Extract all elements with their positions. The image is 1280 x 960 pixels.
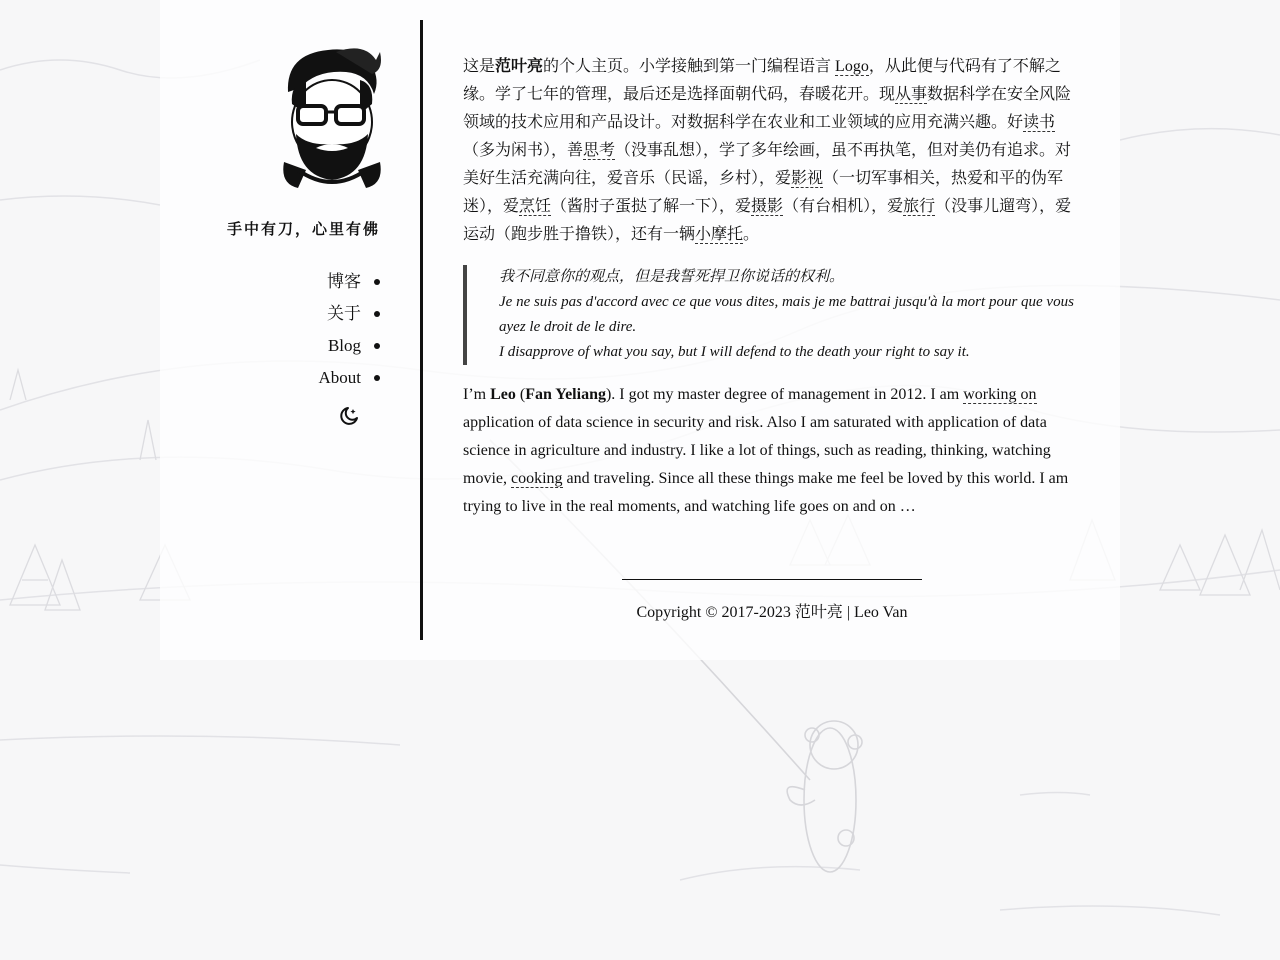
motto: 手中有刀，心里有佛	[226, 222, 380, 238]
author-name: 范叶亮	[495, 58, 544, 75]
link-logo[interactable]: Logo	[835, 58, 869, 75]
link-travel[interactable]: 旅行	[903, 198, 936, 215]
text: I’m	[463, 386, 491, 403]
link-reading[interactable]: 读书	[1023, 114, 1056, 131]
text: ，从此便与代码有了不解之缘。学了七年的管理，最后还是选择面朝代码，春暖花开。现	[463, 58, 1061, 103]
text: （有台相机），爱	[783, 198, 904, 215]
nav-link-blog-cn[interactable]: 博客	[327, 272, 361, 291]
text: and traveling. Since all these things make me feel be loved by this world. I am trying to live in the real moments, and watching life goes on and on …	[463, 470, 1069, 515]
nav-link-blog[interactable]: Blog	[327, 336, 361, 355]
quote-block	[463, 265, 1081, 365]
link-cooking[interactable]: cooking	[511, 470, 563, 487]
link-movie[interactable]: 影视	[791, 170, 824, 187]
text: （没事乱想），学了多年绘画，虽不再执笔，但对美仍有追求。对美好生活充满向往，爱音乐（民谣，乡村），爱	[463, 142, 1072, 187]
bullet-icon	[374, 375, 380, 381]
copyright: Copyright © 2017-2023 范叶亮 | Leo Van	[636, 604, 908, 621]
moon-stars-icon[interactable]	[338, 405, 360, 427]
nav-item-about-cn	[319, 298, 381, 330]
bullet-icon	[374, 311, 380, 317]
bullet-icon	[374, 343, 380, 349]
quote-english: I disapprove of what you say, but I will defend to the death your right to say it.	[499, 344, 970, 360]
text: application of data science in security and risk. Also I am saturated with application of data science in agriculture and industry. I like a lot of things, such as reading, thinking, watching movie,	[463, 414, 1051, 487]
text: 数据科学在安全风险领域的技术应用和产品设计。对数据科学在农业和工业领域的应用充满兴趣。好	[463, 86, 1072, 131]
link-thinking[interactable]: 思考	[583, 142, 616, 159]
nickname: Leo	[490, 386, 516, 403]
intro-chinese	[463, 53, 1081, 249]
link-motorcycle[interactable]: 小摩托	[695, 226, 744, 243]
text: （一切军事相关，热爱和平的伪军迷），爱	[463, 170, 1064, 215]
nav-item-blog	[319, 330, 381, 362]
link-photography[interactable]: 摄影	[751, 198, 784, 215]
full-name: Fan Yeliang	[525, 386, 606, 403]
quote-french: Je ne suis pas d'accord avec ce que vous dites, mais je me battrai jusqu'à la mort pour que vous ayez le droit de le dire.	[499, 294, 1074, 335]
quote-chinese: 我不同意你的观点，但是我誓死捍卫你说话的权利。	[499, 269, 845, 285]
nav-item-blog-cn	[319, 266, 381, 298]
nav-link-about[interactable]: About	[318, 368, 361, 387]
text: ). I got my master degree of management in 2012. I am	[605, 386, 964, 403]
footer-rule	[622, 579, 922, 580]
text: （多为闲书），善	[463, 142, 584, 159]
link-work[interactable]: 从事	[895, 86, 928, 103]
text: (	[515, 386, 526, 403]
avatar[interactable]	[276, 44, 386, 194]
main-card	[160, 0, 1120, 660]
link-cooking-cn[interactable]: 烹饪	[519, 198, 552, 215]
bullet-icon	[374, 279, 380, 285]
text: 。	[743, 226, 760, 243]
text: 这是	[463, 58, 496, 75]
text: （酱肘子蛋挞了解一下），爱	[551, 198, 752, 215]
about-content	[463, 53, 1081, 521]
main-nav	[319, 266, 381, 394]
intro-english	[463, 381, 1081, 521]
nav-item-about	[319, 362, 381, 394]
link-working-on[interactable]: working on	[963, 386, 1037, 403]
sidebar	[160, 0, 420, 660]
text: （没事儿遛弯），爱运动（跑步胜于撸铁），还有一辆	[463, 198, 1072, 243]
nav-link-about-cn[interactable]: 关于	[327, 304, 361, 323]
vertical-divider	[420, 20, 423, 640]
text: 的个人主页。小学接触到第一门编程语言	[543, 58, 836, 75]
